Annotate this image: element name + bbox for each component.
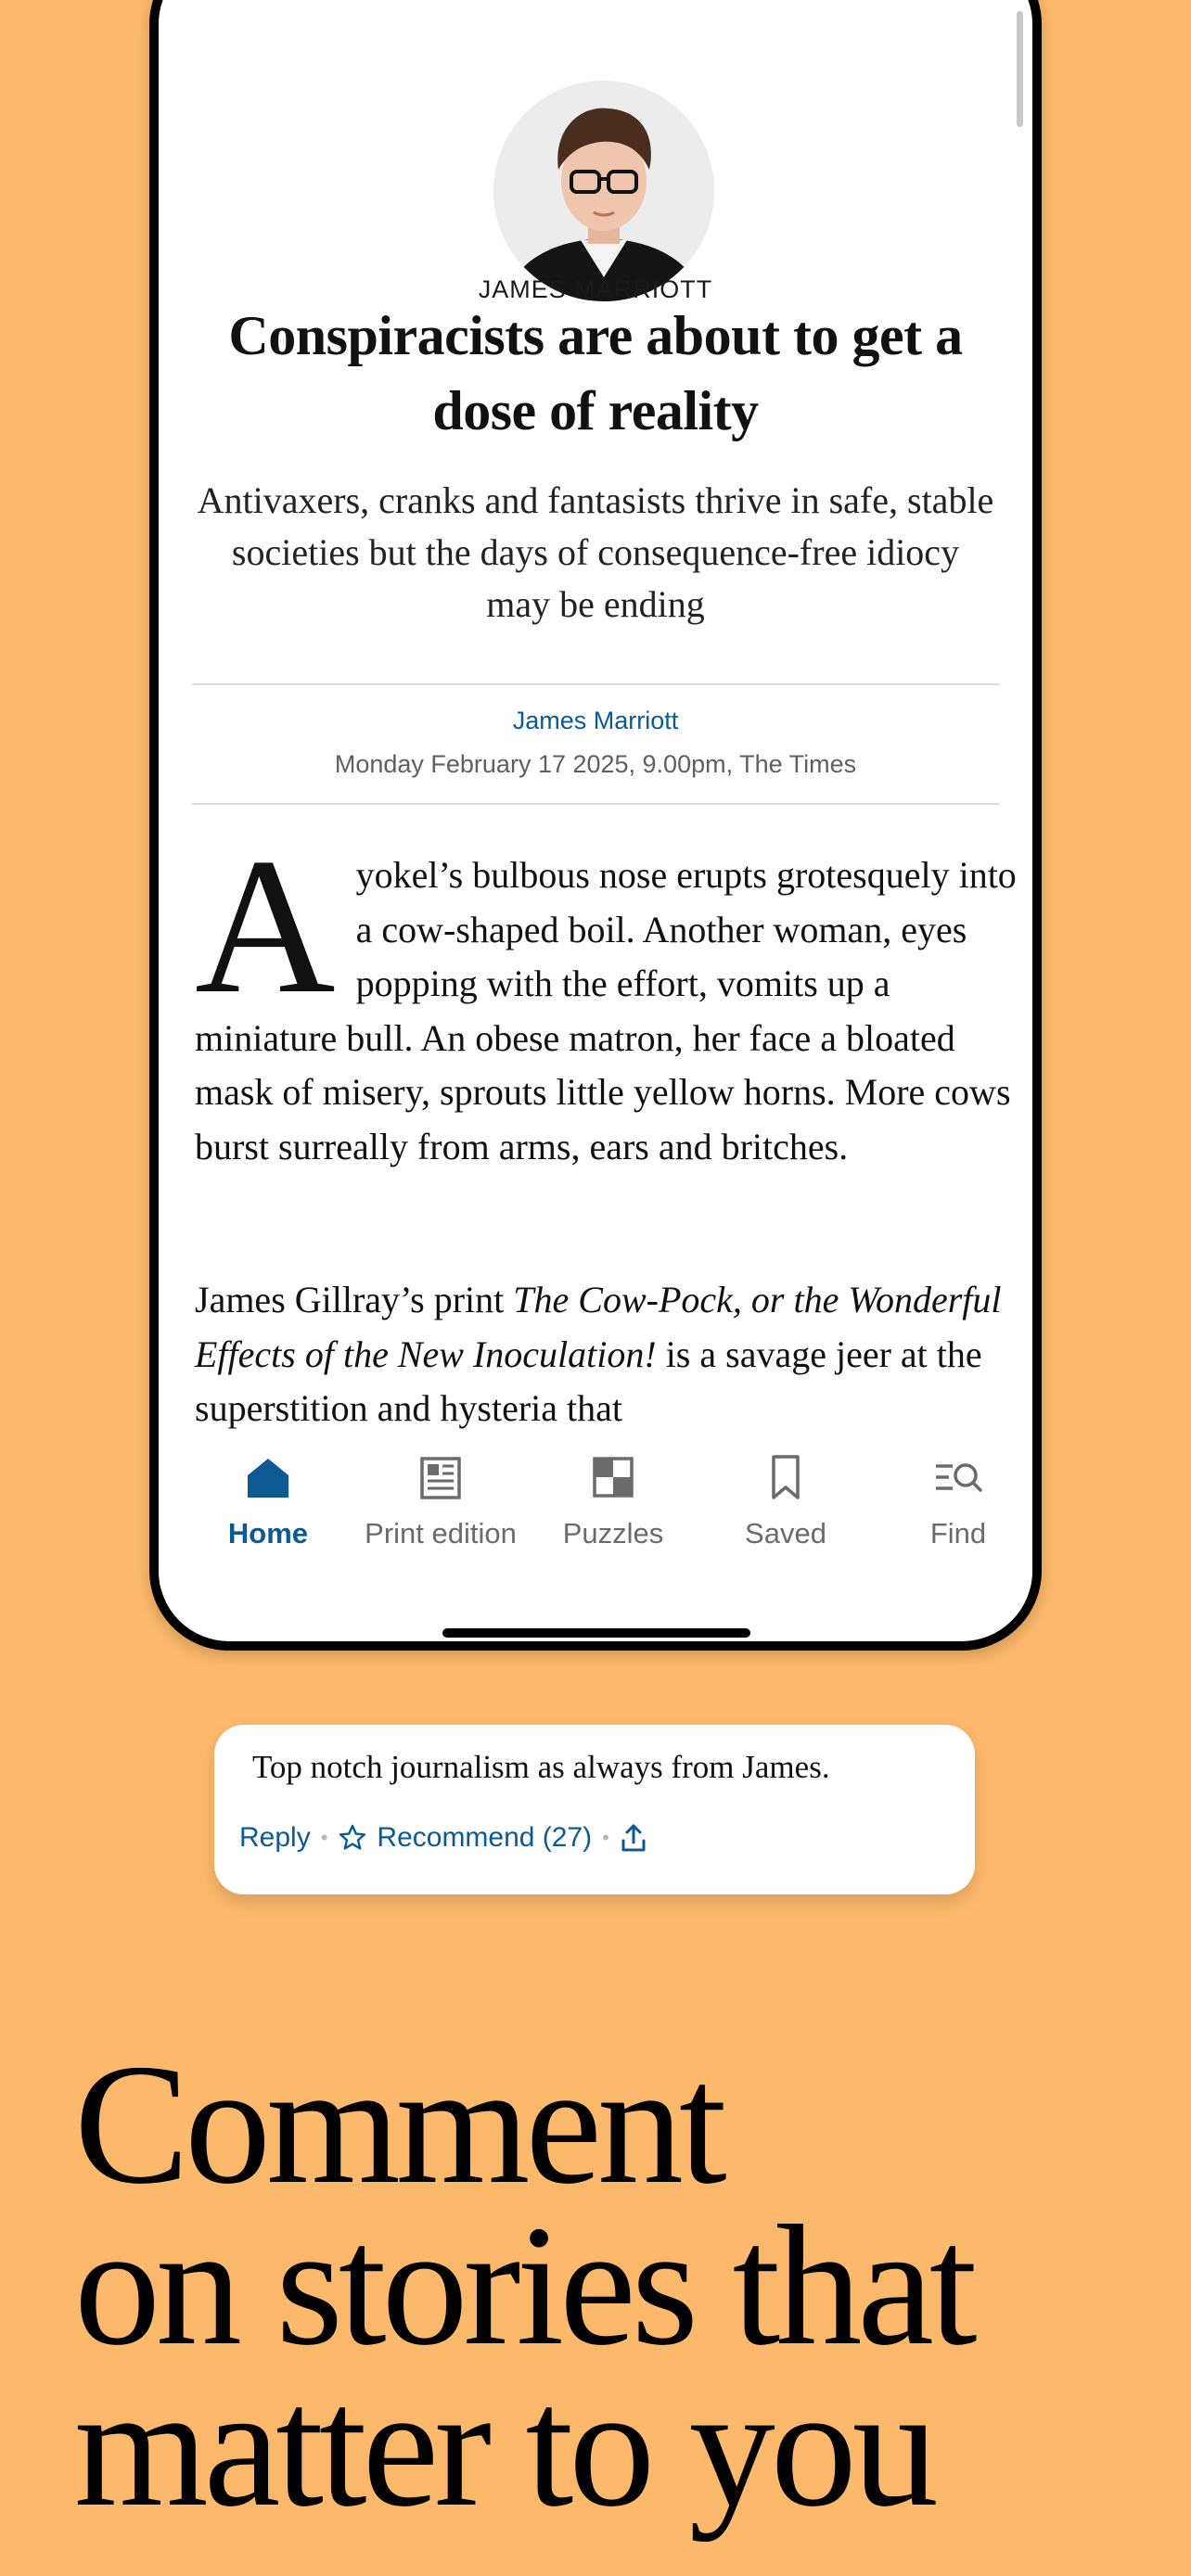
author-byline-link[interactable]: James Marriott bbox=[512, 707, 679, 734]
nav-find[interactable] bbox=[872, 1436, 1042, 1566]
comment-actions bbox=[239, 1819, 657, 1856]
nav-saved[interactable] bbox=[699, 1436, 872, 1566]
divider-top bbox=[192, 683, 999, 685]
reply-button[interactable] bbox=[239, 1822, 311, 1854]
nav-home[interactable] bbox=[182, 1436, 354, 1566]
puzzle-grid-icon bbox=[587, 1451, 639, 1503]
article-paragraph bbox=[195, 1273, 1020, 1436]
nav-puzzles[interactable] bbox=[527, 1436, 699, 1566]
drop-cap: A bbox=[195, 819, 336, 1034]
article-standfirst: Antivaxers, cranks and fantasists thrive in safe, stable societies but the days of consequence-free idiocy may be ending bbox=[197, 479, 994, 625]
separator-dot: • bbox=[320, 1826, 328, 1849]
scrollbar[interactable] bbox=[1017, 11, 1023, 127]
author-avatar[interactable] bbox=[493, 81, 714, 301]
article-dateline: Monday February 17 2025, 9.00pm, The Times bbox=[334, 750, 857, 778]
tagline-line: Comment bbox=[74, 2029, 723, 2220]
nav-saved-label: Saved bbox=[745, 1517, 826, 1549]
bottom-navigation bbox=[159, 1436, 1032, 1589]
tagline-line: matter to you bbox=[74, 2352, 934, 2543]
nav-home-label: Home bbox=[227, 1517, 309, 1549]
newspaper-icon bbox=[415, 1451, 467, 1503]
article-headline: Conspiracists are about to get a dose of reality bbox=[228, 305, 963, 441]
recommend-label: Recommend (27) bbox=[377, 1822, 593, 1853]
home-indicator[interactable] bbox=[442, 1628, 750, 1638]
comment-card bbox=[214, 1725, 975, 1894]
nav-find-label: Find bbox=[929, 1517, 987, 1549]
divider-bottom bbox=[192, 803, 999, 805]
share-button[interactable] bbox=[620, 1823, 657, 1853]
home-icon bbox=[242, 1451, 294, 1503]
paragraph-text: James Gillray’s print bbox=[195, 1279, 514, 1320]
author-kicker: JAMES MARRIOTT bbox=[478, 275, 713, 303]
paragraph-text: yokel’s bulbous nose erupts grotesquely into a cow-shaped boil. Another woman, eyes popping with the effort, vomits up a miniature bull. An obese matron, her face a bloated mask of misery, sprouts little yellow horns. More cows burst surreally from arms, ears and britches. bbox=[195, 854, 1017, 1167]
nav-print-edition-label: Print edition bbox=[365, 1517, 517, 1549]
author-portrait-icon bbox=[493, 81, 714, 301]
share-icon bbox=[620, 1823, 647, 1853]
paragraph-text: is a savage jeer at the superstition and hysteria that bbox=[195, 1333, 982, 1429]
reply-label: Reply bbox=[239, 1822, 311, 1853]
phone-frame bbox=[149, 0, 1042, 1651]
bookmark-icon bbox=[760, 1451, 812, 1503]
comment-text: Top notch journalism as always from James. bbox=[252, 1749, 830, 1785]
tagline-line: on stories that bbox=[74, 2190, 973, 2381]
article-screen bbox=[159, 0, 1032, 1641]
artwork-title: The Cow-Pock, or the Wonderful Effects of the New Inoculation! bbox=[195, 1279, 1002, 1375]
promo-tagline bbox=[74, 2029, 973, 2543]
search-list-icon bbox=[932, 1451, 984, 1503]
separator-dot: • bbox=[602, 1826, 609, 1849]
star-icon bbox=[338, 1823, 367, 1853]
nav-print-edition[interactable] bbox=[354, 1436, 527, 1566]
article-paragraph bbox=[195, 819, 1020, 1174]
recommend-button[interactable] bbox=[338, 1822, 592, 1854]
nav-puzzles-label: Puzzles bbox=[562, 1517, 664, 1549]
